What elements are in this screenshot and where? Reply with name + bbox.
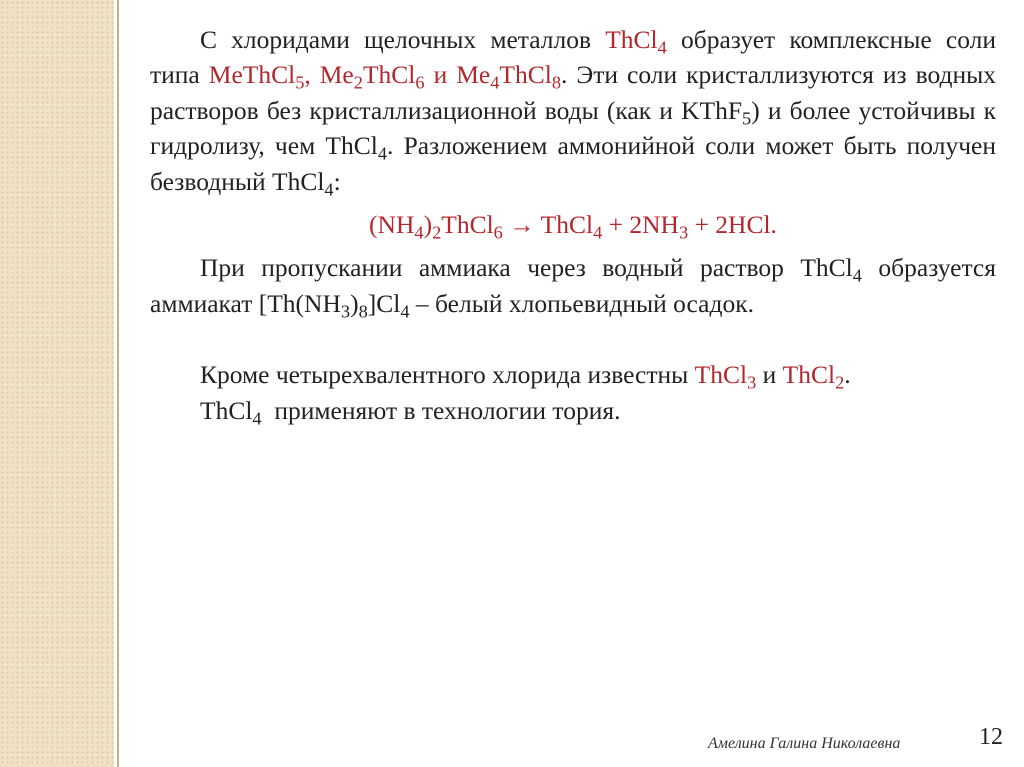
text: ThCl xyxy=(694,360,748,390)
page-number: 12 xyxy=(979,724,1003,750)
paragraph-1 xyxy=(150,22,996,199)
reaction-equation xyxy=(150,207,996,242)
text: ) и более устойчивы к гидролизу, чем ThCl xyxy=(150,95,996,161)
text: С хлоридами щелочных металлов xyxy=(200,25,606,54)
text: При пропускании аммиака через водный раствор ThCl xyxy=(200,253,853,283)
text: ThCl xyxy=(441,210,494,240)
subscript: 8 xyxy=(358,301,368,322)
text: – белый хлопьевидный осадок. xyxy=(409,288,754,318)
text: и Me xyxy=(424,60,491,90)
text: ThCl xyxy=(362,60,416,90)
subscript: 2 xyxy=(835,372,845,393)
text: + 2HCl. xyxy=(688,210,777,240)
text: применяют в технологии тория. xyxy=(261,395,621,425)
decorative-left-band xyxy=(0,0,114,767)
text: и xyxy=(756,360,783,390)
text: ThCl xyxy=(200,395,253,425)
text: → ThCl xyxy=(502,210,594,240)
subscript: 4 xyxy=(252,408,262,429)
text: . xyxy=(844,360,851,390)
subscript: 3 xyxy=(678,222,689,243)
text: . Эти соли кристаллизуются из водных растворов без кристаллизационной воды (как и KThF xyxy=(150,60,996,125)
vertical-divider xyxy=(114,0,125,767)
text: : xyxy=(333,166,341,196)
subscript: 4 xyxy=(414,222,424,243)
subscript: 5 xyxy=(295,72,305,93)
slide-body xyxy=(150,22,996,428)
text: , Me xyxy=(304,60,354,90)
text: + 2NH xyxy=(602,210,679,240)
paragraph-3 xyxy=(150,357,996,392)
paragraph-4 xyxy=(150,393,996,428)
text: MeThCl xyxy=(208,60,296,90)
subscript: 6 xyxy=(493,222,503,243)
subscript: 6 xyxy=(415,72,425,93)
subscript: 4 xyxy=(324,179,334,200)
text: образует комплексные соли типа xyxy=(150,25,996,90)
subscript: 8 xyxy=(551,72,562,93)
formula-thcl3 xyxy=(694,360,757,393)
subscript: 4 xyxy=(852,265,862,286)
text: ]Cl xyxy=(367,288,401,318)
text: . Разложением аммонийной соли может быть получен безводный ThCl xyxy=(150,131,996,196)
subscript: 4 xyxy=(657,37,667,58)
author-name: Амелина Галина Николаевна xyxy=(708,735,901,752)
subscript: 3 xyxy=(747,372,757,393)
subscript: 5 xyxy=(742,108,752,129)
formula-thcl4 xyxy=(605,25,667,58)
subscript: 4 xyxy=(377,143,388,164)
subscript: 4 xyxy=(490,72,500,93)
text: ) xyxy=(423,210,433,240)
subscript: 4 xyxy=(593,222,603,243)
formula-thcl2 xyxy=(782,360,845,393)
formula-salts xyxy=(208,60,562,93)
text: ThCl xyxy=(605,25,658,54)
text: ThCl xyxy=(782,360,836,390)
subscript: 3 xyxy=(340,301,351,322)
text: Кроме четырехвалентного хлорида известны xyxy=(200,360,695,390)
subscript: 2 xyxy=(353,72,363,93)
subscript: 2 xyxy=(432,222,442,243)
text: (NH xyxy=(369,210,415,240)
paragraph-2 xyxy=(150,250,996,321)
text: образуется аммиакат [Th(NH xyxy=(150,253,996,318)
subscript: 4 xyxy=(400,301,410,322)
text: ThCl xyxy=(499,60,552,90)
text: ) xyxy=(350,288,359,318)
